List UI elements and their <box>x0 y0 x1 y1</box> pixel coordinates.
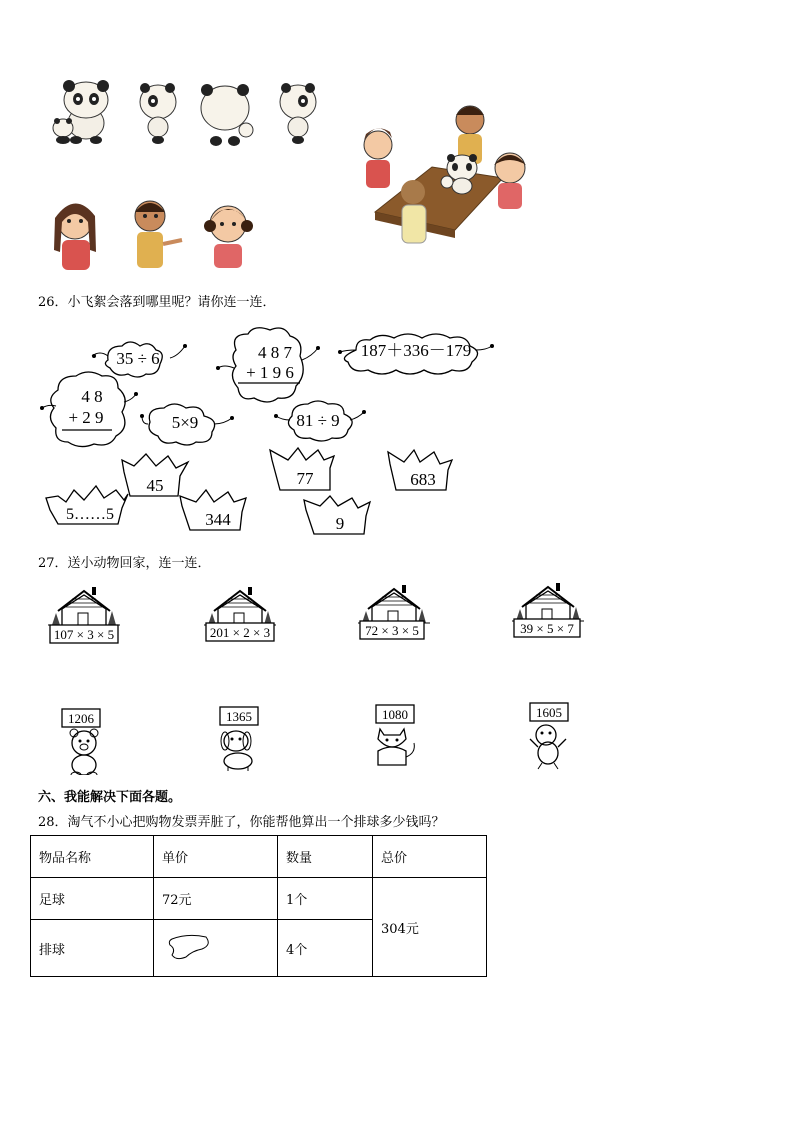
house-4-label: 39 × 5 × 7 <box>520 621 574 636</box>
bird-animal[interactable] <box>530 703 568 769</box>
q27-title: 27．送小动物回家，连一连． <box>38 556 211 571</box>
cell-qty-volleyball: 4个 <box>278 920 373 977</box>
house-4[interactable] <box>512 583 584 637</box>
bear-animal[interactable] <box>62 709 100 775</box>
cell-price-volleyball[interactable] <box>154 920 278 977</box>
grass-2-label: 77 <box>296 469 314 488</box>
house-3-label: 72 × 3 × 5 <box>365 623 419 638</box>
header-item-name: 物品名称 <box>31 836 154 878</box>
house-2[interactable] <box>204 587 276 641</box>
q28-title: 28．淘气不小心把购物发票弄脏了，你能帮他算出一个排球多少钱吗？ <box>38 815 445 830</box>
girl-waving-icon <box>204 206 253 268</box>
dandelion-cloud-3[interactable] <box>338 334 494 374</box>
table-header-row <box>31 836 487 878</box>
dandelion-cloud-1[interactable] <box>92 342 187 377</box>
header-unit-price: 单价 <box>154 836 278 878</box>
panda-side-right-icon <box>280 83 316 144</box>
dandelion-cloud-6[interactable] <box>274 401 366 441</box>
house-3[interactable] <box>358 585 430 639</box>
cat-icon <box>378 729 414 765</box>
grass-5-label: 344 <box>205 510 231 529</box>
grass-1-label: 45 <box>146 476 164 495</box>
section-6-title: 六、我能解决下面各题。 <box>38 790 182 805</box>
animal-4-label: 1605 <box>536 705 562 720</box>
panda-front-icon <box>53 80 109 144</box>
cloud-5-label: 5×9 <box>171 413 199 432</box>
cloud-6-label: 81 ÷ 9 <box>296 411 340 430</box>
girl-pointing-icon <box>54 203 96 270</box>
house-1[interactable] <box>48 587 120 643</box>
cloud-4-line2: + 2 9 <box>68 408 104 427</box>
panda-side-icon <box>140 83 176 144</box>
dog-icon <box>221 731 252 771</box>
cloud-2-line1: 4 8 7 <box>258 343 292 362</box>
receipt-table <box>30 835 487 977</box>
cloud-2-line2: + 1 9 6 <box>246 363 294 382</box>
grass-6-label: 9 <box>335 514 345 533</box>
dandelion-cloud-2[interactable] <box>216 328 320 402</box>
cell-total: 304元 <box>373 878 487 977</box>
cell-item-football: 足球 <box>31 878 154 920</box>
header-quantity: 数量 <box>278 836 373 878</box>
q26-figure <box>0 320 794 540</box>
header-total-price: 总价 <box>373 836 487 878</box>
grass-patch-1[interactable] <box>122 454 188 496</box>
grass-4-label: 5……5 <box>66 506 114 523</box>
cell-price-football: 72元 <box>154 878 278 920</box>
cell-item-volleyball: 排球 <box>31 920 154 977</box>
smudge-icon <box>162 931 212 961</box>
cell-qty-football: 1个 <box>278 878 373 920</box>
illustration-area <box>0 0 794 290</box>
house-2-label: 201 × 2 × 3 <box>209 625 271 640</box>
table-scene-icon <box>364 106 526 243</box>
cloud-3-label: 187＋336－179 <box>360 341 472 360</box>
grass-patch-5[interactable] <box>180 490 246 530</box>
bear-icon <box>70 729 98 775</box>
animal-2-label: 1365 <box>226 709 252 724</box>
animal-1-label: 1206 <box>68 711 94 726</box>
cat-animal[interactable] <box>376 705 414 765</box>
cloud-4-line1: 4 8 <box>81 387 103 406</box>
dog-animal[interactable] <box>220 707 258 771</box>
grass-3-label: 683 <box>410 470 436 489</box>
grass-patch-4[interactable] <box>46 486 128 524</box>
grass-patch-6[interactable] <box>304 496 370 534</box>
animal-3-label: 1080 <box>382 707 408 722</box>
q27-figure <box>0 575 794 775</box>
bird-icon <box>530 725 566 769</box>
grass-patch-2[interactable] <box>270 448 334 490</box>
boy-talking-icon <box>135 201 182 268</box>
table-row <box>31 878 487 920</box>
q26-title: 26．小飞絮会落到哪里呢？请你连一连． <box>38 295 276 310</box>
cloud-1-label: 35 ÷ 6 <box>116 349 160 368</box>
dandelion-cloud-4[interactable] <box>40 372 138 447</box>
house-1-label: 107 × 3 × 5 <box>53 627 115 642</box>
grass-patch-3[interactable] <box>388 450 452 490</box>
panda-back-icon <box>201 84 253 146</box>
dandelion-cloud-5[interactable] <box>140 404 234 445</box>
